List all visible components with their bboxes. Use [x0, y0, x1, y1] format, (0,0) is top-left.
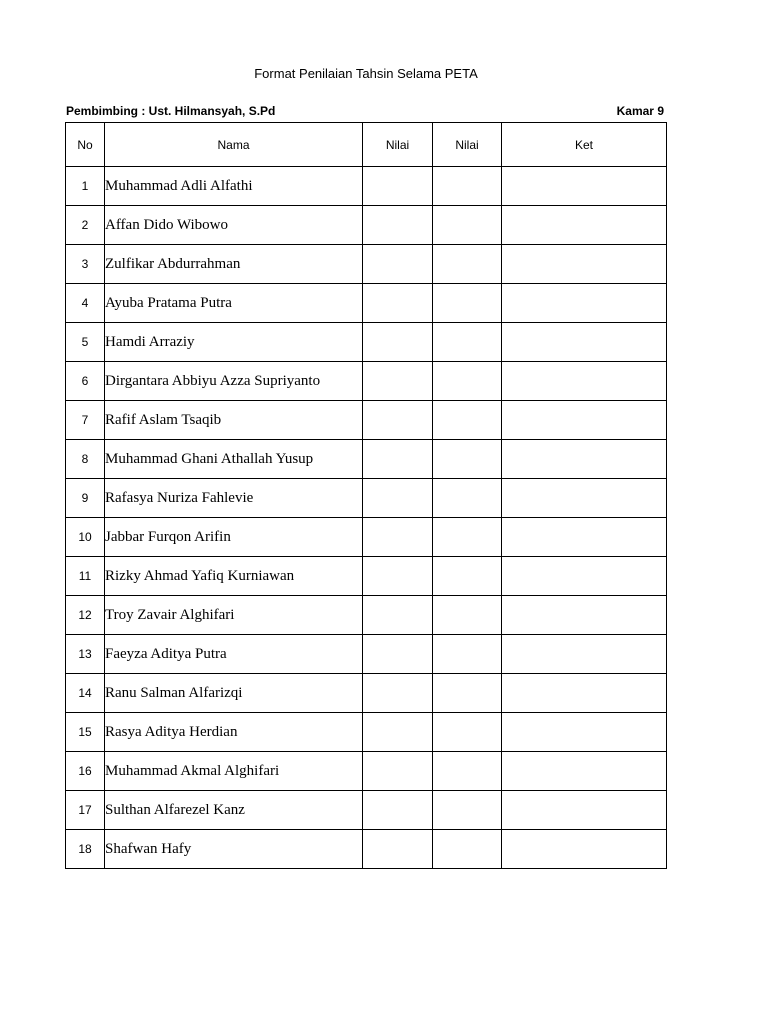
- row-number: 10: [66, 518, 105, 557]
- nilai-2-cell: [433, 362, 502, 401]
- nilai-2-cell: [433, 245, 502, 284]
- student-name: Troy Zavair Alghifari: [105, 596, 363, 635]
- nilai-2-cell: [433, 830, 502, 869]
- ket-cell: [502, 362, 667, 401]
- nilai-1-cell: [363, 401, 433, 440]
- header-no: No: [66, 123, 105, 167]
- nilai-2-cell: [433, 167, 502, 206]
- nilai-2-cell: [433, 401, 502, 440]
- header-nilai-1: Nilai: [363, 123, 433, 167]
- ket-cell: [502, 830, 667, 869]
- nilai-1-cell: [363, 596, 433, 635]
- row-number: 16: [66, 752, 105, 791]
- student-name: Zulfikar Abdurrahman: [105, 245, 363, 284]
- nilai-2-cell: [433, 440, 502, 479]
- ket-cell: [502, 557, 667, 596]
- nilai-2-cell: [433, 635, 502, 674]
- table-row: [66, 440, 667, 479]
- nilai-1-cell: [363, 479, 433, 518]
- nilai-2-cell: [433, 206, 502, 245]
- table-row: [66, 830, 667, 869]
- ket-cell: [502, 401, 667, 440]
- student-name: Ayuba Pratama Putra: [105, 284, 363, 323]
- table-row: [66, 401, 667, 440]
- nilai-2-cell: [433, 557, 502, 596]
- row-number: 17: [66, 791, 105, 830]
- row-number: 5: [66, 323, 105, 362]
- ket-cell: [502, 167, 667, 206]
- row-number: 8: [66, 440, 105, 479]
- nilai-1-cell: [363, 167, 433, 206]
- student-name: Rafasya Nuriza Fahlevie: [105, 479, 363, 518]
- nilai-1-cell: [363, 713, 433, 752]
- ket-cell: [502, 440, 667, 479]
- assessment-table: [65, 122, 667, 869]
- student-name: Muhammad Ghani Athallah Yusup: [105, 440, 363, 479]
- nilai-1-cell: [363, 752, 433, 791]
- row-number: 1: [66, 167, 105, 206]
- kamar-label: Kamar 9: [616, 104, 664, 118]
- row-number: 6: [66, 362, 105, 401]
- row-number: 13: [66, 635, 105, 674]
- nilai-1-cell: [363, 284, 433, 323]
- pembimbing-label: Pembimbing : Ust. Hilmansyah, S.Pd: [66, 104, 276, 118]
- student-name: Sulthan Alfarezel Kanz: [105, 791, 363, 830]
- row-number: 7: [66, 401, 105, 440]
- ket-cell: [502, 713, 667, 752]
- ket-cell: [502, 323, 667, 362]
- student-name: Faeyza Aditya Putra: [105, 635, 363, 674]
- student-name: Jabbar Furqon Arifin: [105, 518, 363, 557]
- student-name: Rafif Aslam Tsaqib: [105, 401, 363, 440]
- ket-cell: [502, 479, 667, 518]
- student-name: Affan Dido Wibowo: [105, 206, 363, 245]
- nilai-1-cell: [363, 635, 433, 674]
- table-header-row: [66, 123, 667, 167]
- nilai-1-cell: [363, 557, 433, 596]
- nilai-2-cell: [433, 791, 502, 830]
- student-name: Shafwan Hafy: [105, 830, 363, 869]
- nilai-1-cell: [363, 518, 433, 557]
- nilai-2-cell: [433, 323, 502, 362]
- nilai-1-cell: [363, 206, 433, 245]
- nilai-1-cell: [363, 245, 433, 284]
- ket-cell: [502, 245, 667, 284]
- meta-row: [66, 104, 666, 120]
- nilai-2-cell: [433, 752, 502, 791]
- table-row: [66, 557, 667, 596]
- ket-cell: [502, 206, 667, 245]
- row-number: 15: [66, 713, 105, 752]
- table-row: [66, 713, 667, 752]
- ket-cell: [502, 518, 667, 557]
- header-nama: Nama: [105, 123, 363, 167]
- student-name: Rizky Ahmad Yafiq Kurniawan: [105, 557, 363, 596]
- table-row: [66, 596, 667, 635]
- nilai-2-cell: [433, 284, 502, 323]
- table-row: [66, 518, 667, 557]
- table-row: [66, 245, 667, 284]
- student-name: Muhammad Adli Alfathi: [105, 167, 363, 206]
- nilai-1-cell: [363, 830, 433, 869]
- header-nilai-2: Nilai: [433, 123, 502, 167]
- nilai-2-cell: [433, 674, 502, 713]
- row-number: 2: [66, 206, 105, 245]
- table-row: [66, 206, 667, 245]
- student-name: Hamdi Arraziy: [105, 323, 363, 362]
- student-name: Muhammad Akmal Alghifari: [105, 752, 363, 791]
- table-row: [66, 284, 667, 323]
- row-number: 4: [66, 284, 105, 323]
- row-number: 3: [66, 245, 105, 284]
- student-name: Ranu Salman Alfarizqi: [105, 674, 363, 713]
- table-row: [66, 362, 667, 401]
- nilai-1-cell: [363, 323, 433, 362]
- nilai-2-cell: [433, 596, 502, 635]
- nilai-1-cell: [363, 362, 433, 401]
- table-row: [66, 479, 667, 518]
- row-number: 12: [66, 596, 105, 635]
- row-number: 9: [66, 479, 105, 518]
- nilai-1-cell: [363, 674, 433, 713]
- row-number: 14: [66, 674, 105, 713]
- ket-cell: [502, 752, 667, 791]
- table-row: [66, 635, 667, 674]
- table-row: [66, 167, 667, 206]
- nilai-2-cell: [433, 479, 502, 518]
- ket-cell: [502, 791, 667, 830]
- nilai-2-cell: [433, 713, 502, 752]
- row-number: 11: [66, 557, 105, 596]
- ket-cell: [502, 596, 667, 635]
- ket-cell: [502, 284, 667, 323]
- nilai-1-cell: [363, 791, 433, 830]
- nilai-2-cell: [433, 518, 502, 557]
- table-row: [66, 752, 667, 791]
- table-row: [66, 791, 667, 830]
- table-row: [66, 323, 667, 362]
- student-name: Dirgantara Abbiyu Azza Supriyanto: [105, 362, 363, 401]
- row-number: 18: [66, 830, 105, 869]
- ket-cell: [502, 674, 667, 713]
- nilai-1-cell: [363, 440, 433, 479]
- table-row: [66, 674, 667, 713]
- table-body: [66, 167, 667, 869]
- student-name: Rasya Aditya Herdian: [105, 713, 363, 752]
- header-ket: Ket: [502, 123, 667, 167]
- document-title: Format Penilaian Tahsin Selama PETA: [254, 66, 478, 81]
- ket-cell: [502, 635, 667, 674]
